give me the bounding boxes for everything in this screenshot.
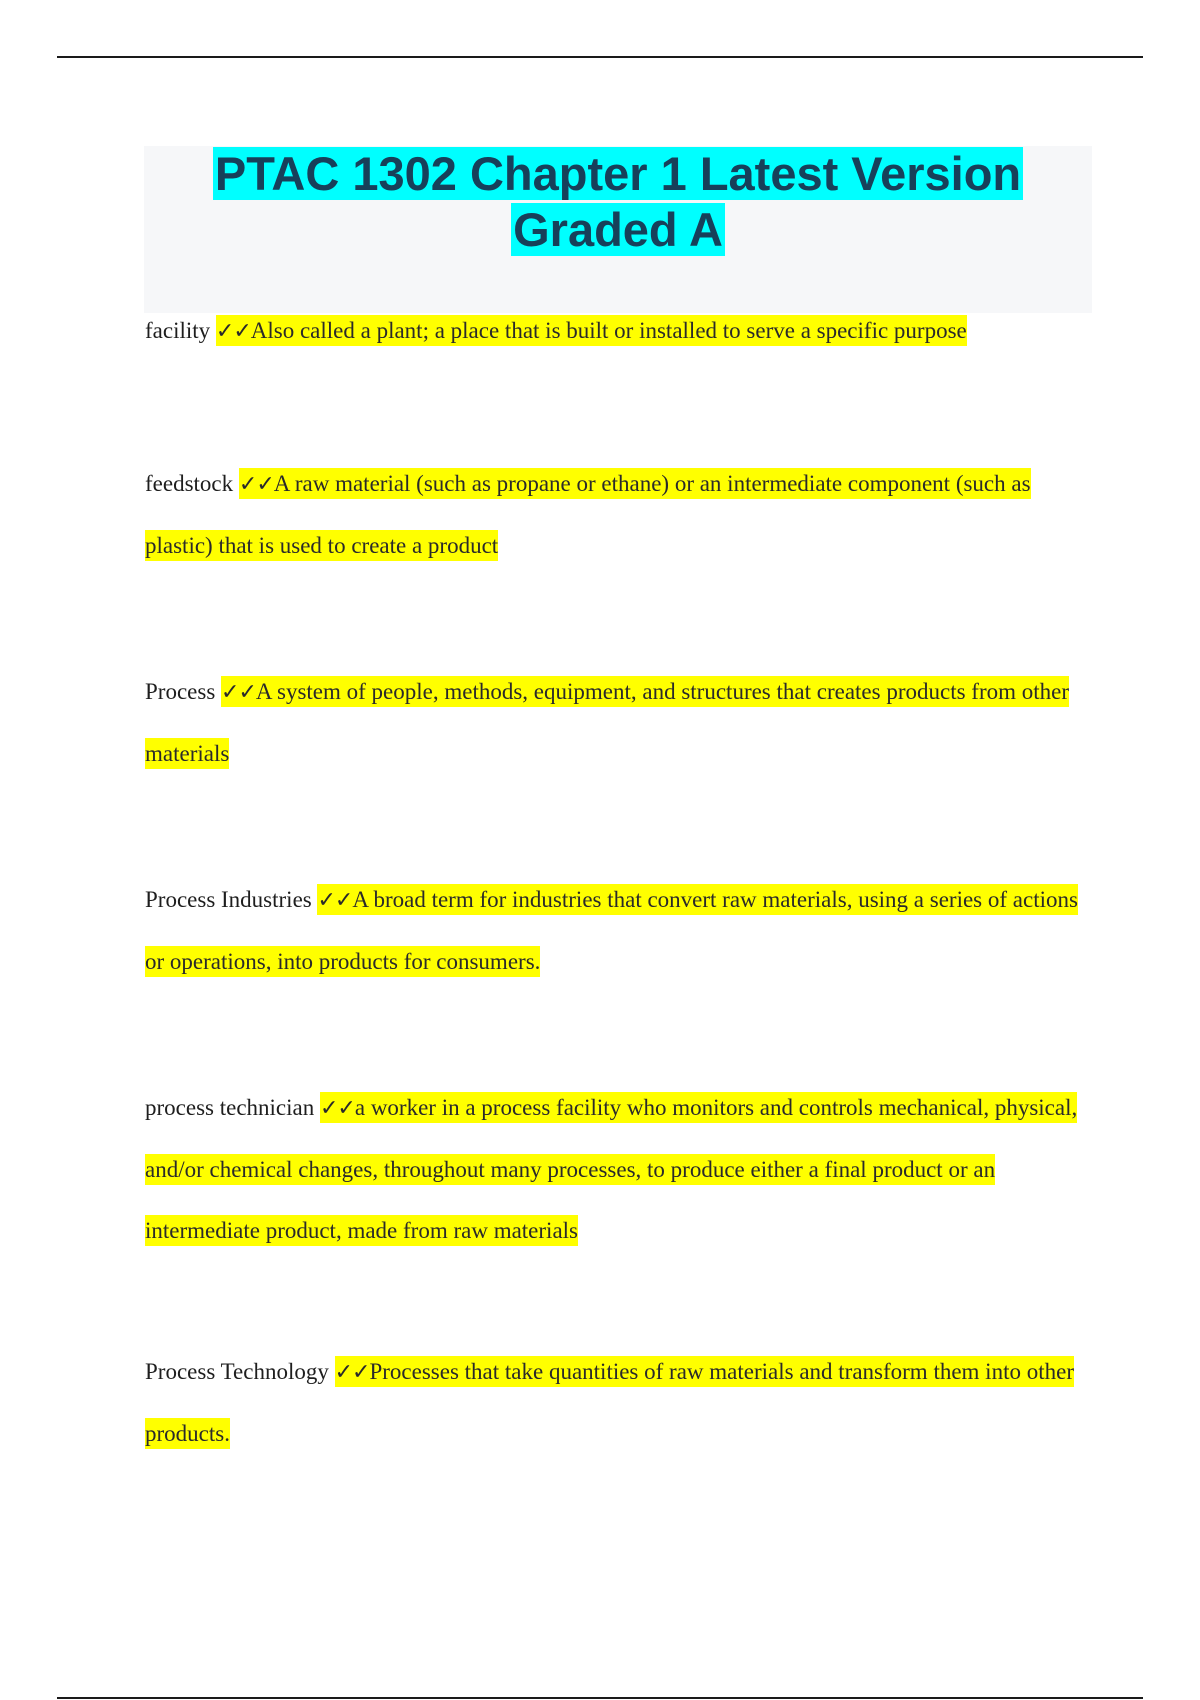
entry-definition-highlight — [216, 315, 967, 346]
entry-term: process technician — [145, 1095, 315, 1120]
title-banner — [144, 146, 1092, 313]
double-check-icon: ✓✓ — [334, 1360, 370, 1385]
entry-definition-highlight — [145, 676, 1069, 769]
entry-feedstock — [145, 453, 1085, 576]
entry-process-industries — [145, 869, 1085, 992]
double-check-icon: ✓✓ — [215, 319, 251, 344]
entry-definition: Processes that take quantities of raw materials and transform them into other products. — [145, 1359, 1074, 1446]
double-check-icon: ✓✓ — [319, 1096, 355, 1121]
bottom-rule — [57, 1697, 1143, 1699]
entry-definition: Also called a plant; a place that is built or installed to serve a specific purpose — [250, 318, 967, 343]
double-check-icon: ✓✓ — [221, 680, 256, 705]
entry-process-technology — [145, 1341, 1085, 1464]
entry-term: Process Technology — [145, 1359, 329, 1384]
double-check-icon: ✓✓ — [317, 888, 353, 913]
entry-process-technician — [145, 1077, 1085, 1261]
entry-facility — [145, 300, 1085, 362]
entry-definition: A system of people, methods, equipment, and structures that creates products from other materials — [145, 679, 1070, 766]
title-line-2: Graded A — [513, 203, 723, 256]
top-rule — [57, 56, 1143, 58]
entry-term: feedstock — [145, 471, 234, 496]
entry-definition: A raw material (such as propane or ethane) or an intermediate component (such as plastic) that is used to create a product — [145, 471, 1031, 558]
entry-definition-highlight — [145, 468, 1031, 561]
entry-definition: a worker in a process facility who monitors and controls mechanical, physical, and/or chemical changes, throughout many processes, to produce either a final product or an intermediate product, made from raw materials — [145, 1095, 1078, 1243]
entry-term: Process Industries — [145, 887, 312, 912]
entry-term: facility — [145, 318, 211, 343]
entry-term: Process — [145, 679, 216, 704]
entry-process — [145, 661, 1085, 784]
double-check-icon: ✓✓ — [238, 472, 274, 497]
document-title — [144, 146, 1092, 258]
title-line-1: PTAC 1302 Chapter 1 Latest Version — [214, 147, 1022, 200]
entry-definition: A broad term for industries that convert raw materials, using a series of actions or operations, into products for consumers. — [145, 887, 1078, 974]
